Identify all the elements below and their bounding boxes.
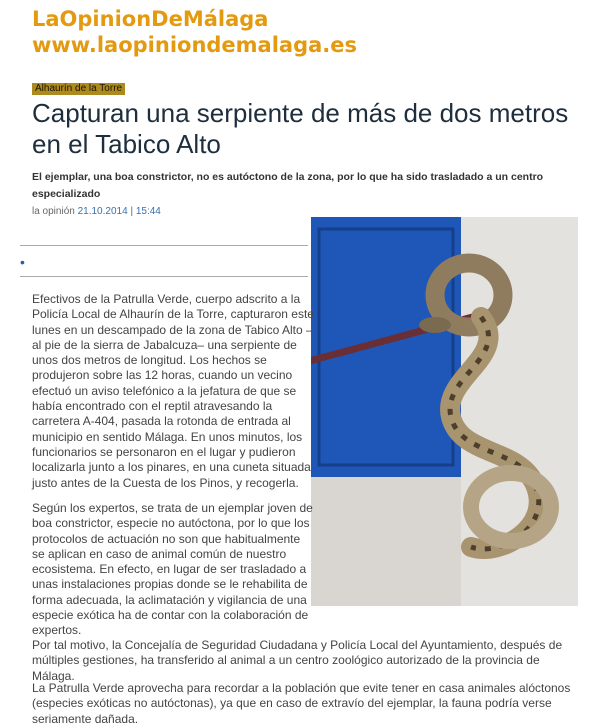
section-tag[interactable]: Alhaurín de la Torre	[32, 83, 125, 95]
photo-floor	[311, 477, 461, 606]
article-headline: Capturan una serpiente de más de dos metros en el Tabico Alto	[32, 98, 569, 159]
byline-source: la opinión	[32, 206, 75, 217]
article-paragraph: La Patrulla Verde aprovecha para recordar a la población que evite tener en casa animales alóctonos (especies exóticas no autóctonas), ya que en caso de extravío del ejemplar, la fauna podría verse seriamente dañada.	[32, 681, 571, 726]
article-subhead: El ejemplar, una boa constrictor, no es autóctono de la zona, por lo que ha sido trasladado a un centro especializado	[32, 171, 544, 200]
article-paragraph: Efectivos de la Patrulla Verde, cuerpo adscrito a la Policía Local de Alhaurín de la Torre, capturaron este lunes en un descampado de la zona de Tabico Alto – al pie de la sierra de Jabalcuza– una serpiente de unos dos metros de longitud. Los hechos se produjeron sobre las 12 horas, cuando un vecino efectuó un aviso telefónico a la jefatura de que se había encontrado con el reptil atravesando la carretera A-404, pasada la rotonda de entrada al municipio en sentido Málaga. En unos minutos, los funcionarios se personaron en el lugar y pudieron localizarla junto a los pinares, en una cuneta situada justo antes de la Cuesta de los Pinos, y recogerla.	[32, 292, 314, 490]
masthead	[32, 6, 357, 58]
article-photo	[311, 217, 578, 606]
article-paragraph: Según los expertos, se trata de un ejemplar joven de boa constrictor, especie no autóctona, por lo que los protocolos de actuación no son que habitualmente se aplican en caso de animal común de nuestro ecosistema. En efecto, en lugar de ser trasladado a unas instalaciones propias donde se le rehabilita de forma adecuada, la aclimatación y vigilancia de una especie exótica ha de contar con la colaboración de expertos.	[32, 501, 313, 638]
byline-time: 15:44	[135, 206, 161, 217]
divider-top	[20, 245, 308, 246]
byline-separator: |	[130, 206, 134, 217]
photo-blue-door	[311, 217, 461, 477]
article-paragraph: Por tal motivo, la Concejalía de Seguridad Ciudadana y Policía Local del Ayuntamiento, después de múltiples gestiones, ha transferido al animal a un centro zoológico autorizado de la provincia de Málaga.	[32, 638, 563, 683]
masthead-url: www.laopiniondemalaga.es	[32, 33, 358, 57]
article-byline	[32, 206, 161, 217]
photo-snake-head	[419, 317, 451, 333]
divider-bottom	[20, 276, 308, 277]
masthead-name: LaOpinionDeMálaga	[32, 7, 269, 31]
byline-date: 21.10.2014	[77, 206, 128, 217]
list-bullet: •	[20, 254, 25, 270]
